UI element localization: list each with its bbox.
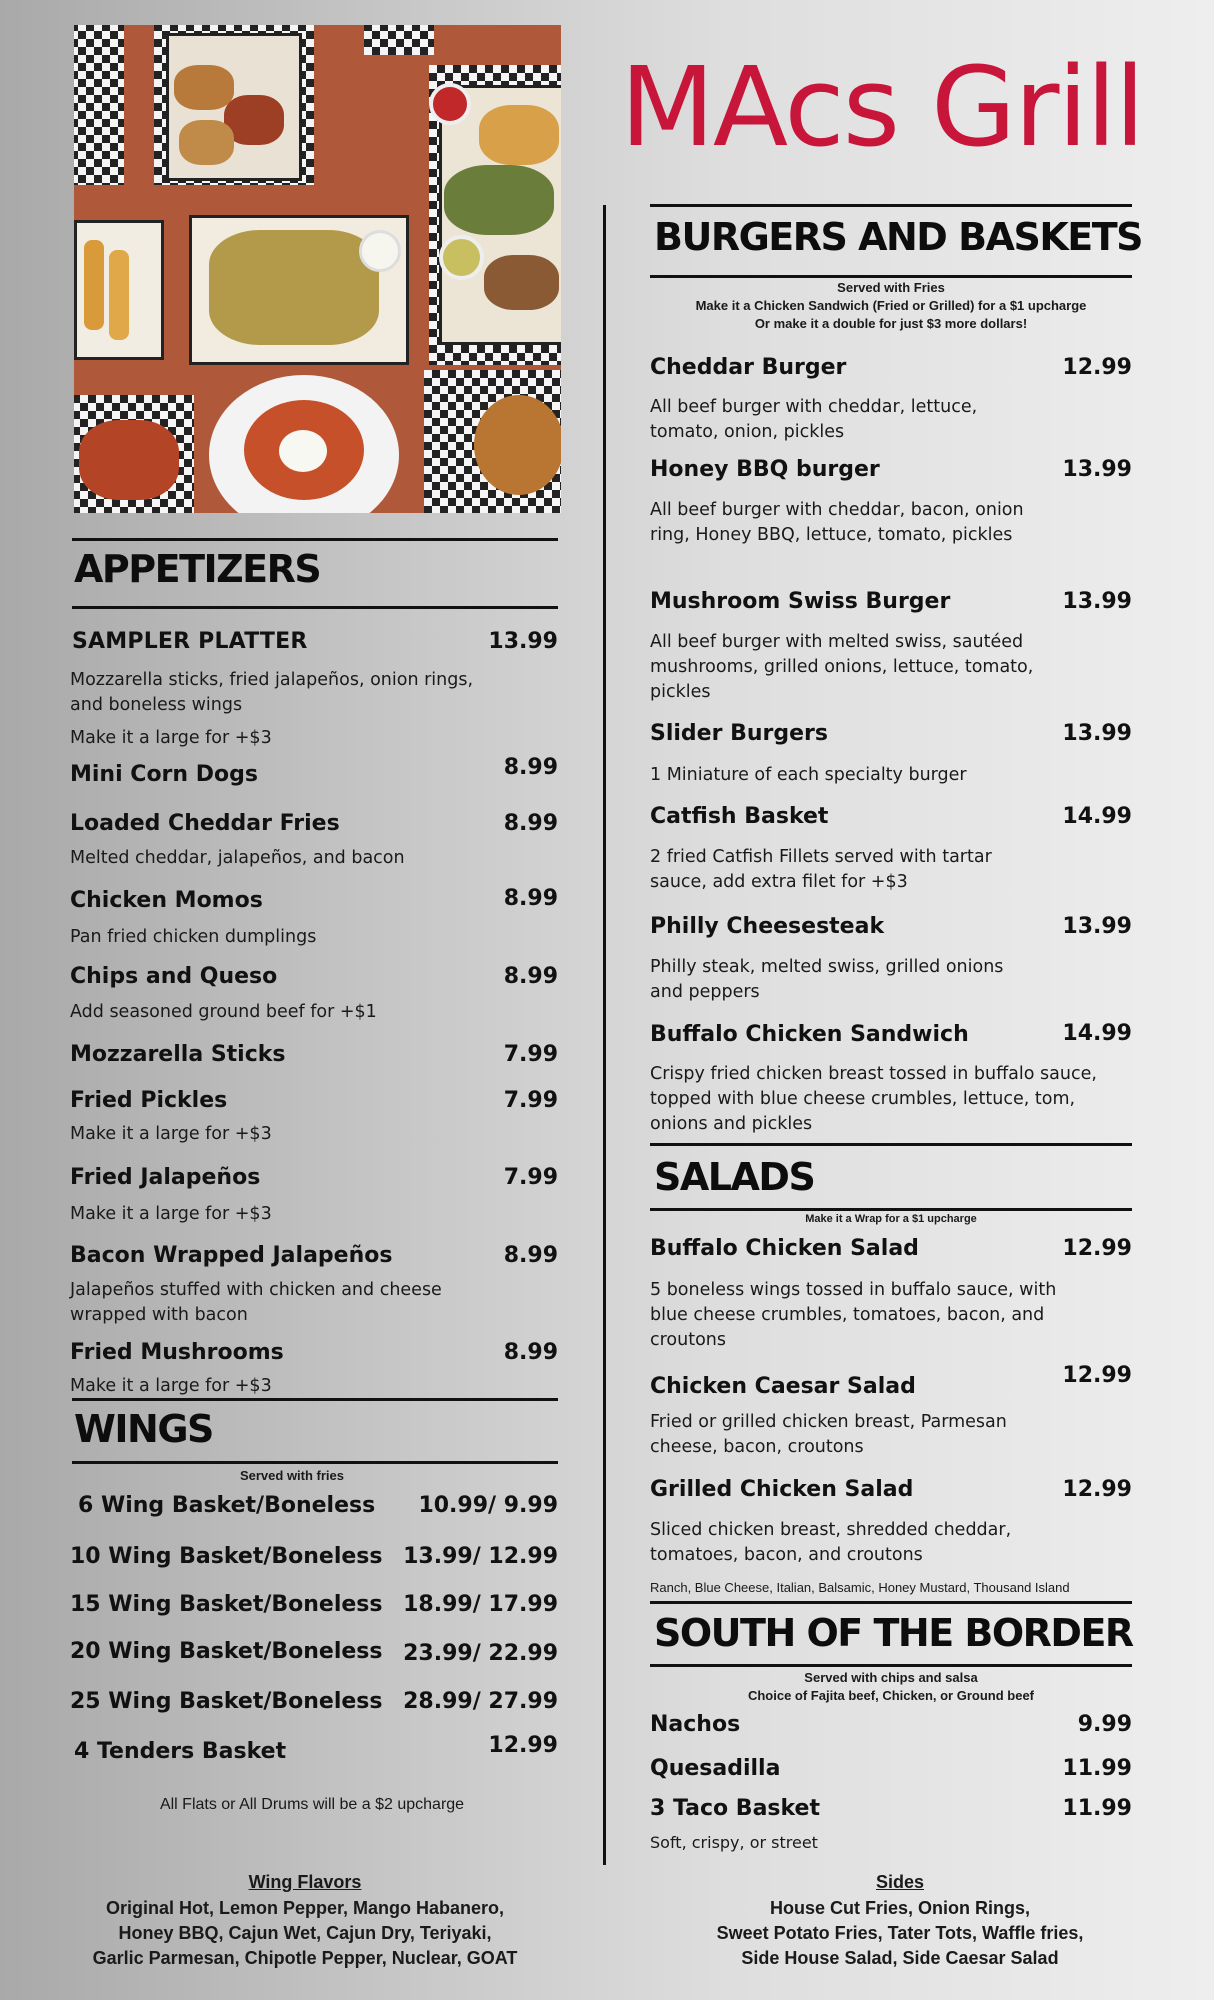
item-name: Mushroom Swiss Burger [650, 589, 951, 614]
flavors-line: Original Hot, Lemon Pepper, Mango Habanero, [105, 1898, 505, 1918]
divider [650, 204, 1132, 207]
item-name: Fried Jalapeños [70, 1165, 261, 1190]
item-name: 25 Wing Basket/Boneless [70, 1689, 383, 1714]
divider [72, 1461, 558, 1464]
item-name: Mini Corn Dogs [70, 762, 258, 787]
item-name: Fried Mushrooms [70, 1340, 284, 1365]
item-desc: Add seasoned ground beef for +$1 [70, 1002, 377, 1022]
flavors-line: Garlic Parmesan, Chipotle Pepper, Nuclear, GOAT [92, 1948, 518, 1968]
column-divider [603, 205, 606, 1865]
item-desc: Sliced chicken breast, shredded cheddar, tomatoes, bacon, and croutons [650, 1520, 1012, 1565]
item-price: 14.99 [1062, 1021, 1132, 1046]
item-price: 18.99/ 17.99 [403, 1592, 558, 1617]
item-desc: Soft, crispy, or street [650, 1833, 818, 1852]
item-price: 13.99/ 12.99 [403, 1544, 558, 1569]
item-price: 8.99 [503, 964, 558, 989]
item-desc: Make it a large for +$3 [70, 1204, 272, 1224]
appetizers-title: APPETIZERS [74, 547, 321, 591]
salads-note: Make it a Wrap for a $1 upcharge [805, 1213, 977, 1225]
burgers-note: Make it a Chicken Sandwich (Fried or Grilled) for a $1 upcharge [695, 298, 1087, 313]
flavors-list [55, 1896, 555, 1971]
item-desc: Pan fried chicken dumplings [70, 927, 317, 947]
item-price: 9.99 [1077, 1712, 1132, 1737]
item-name: Cheddar Burger [650, 355, 847, 380]
item-desc: 2 fried Catfish Fillets served with tartar sauce, add extra filet for +$3 [650, 847, 992, 892]
item-name: Philly Cheesesteak [650, 914, 885, 939]
item-price: 8.99 [503, 1340, 558, 1365]
item-price: 12.99 [1062, 1477, 1132, 1502]
item-price: 13.99 [1062, 721, 1132, 746]
item-price: 8.99 [503, 886, 558, 911]
divider [650, 1664, 1132, 1667]
item-name: Chips and Queso [70, 964, 278, 989]
sides-title: Sides [875, 1872, 925, 1892]
item-desc: Melted cheddar, jalapeños, and bacon [70, 848, 405, 868]
item-price: 8.99 [503, 1243, 558, 1268]
item-name: Grilled Chicken Salad [650, 1477, 914, 1502]
item-price: 13.99 [488, 629, 558, 654]
item-price: 10.99/ 9.99 [418, 1493, 558, 1518]
sides-line: Side House Salad, Side Caesar Salad [741, 1948, 1059, 1968]
item-price: 13.99 [1062, 914, 1132, 939]
item-price: 11.99 [1062, 1796, 1132, 1821]
item-price: 7.99 [503, 1088, 558, 1113]
item-desc: Fried or grilled chicken breast, Parmesan cheese, bacon, croutons [650, 1412, 1007, 1457]
sides-list [650, 1896, 1150, 1971]
salads-title: SALADS [654, 1155, 815, 1199]
item-price: 12.99 [1062, 1363, 1132, 1388]
item-name: 3 Taco Basket [650, 1796, 820, 1821]
brand-logo: MAcs Grill [620, 43, 1144, 171]
item-name: 6 Wing Basket/Boneless [78, 1493, 376, 1518]
south-note: Choice of Fajita beef, Chicken, or Ground beef [747, 1688, 1035, 1703]
item-desc: 5 boneless wings tossed in buffalo sauce, with blue cheese crumbles, tomatoes, bacon, and croutons [650, 1280, 1057, 1350]
item-price: 11.99 [1062, 1756, 1132, 1781]
item-name: SAMPLER PLATTER [72, 629, 308, 654]
item-desc: Philly steak, melted swiss, grilled onions and peppers [650, 957, 1004, 1002]
item-name: Honey BBQ burger [650, 457, 880, 482]
south-notes [650, 1669, 1132, 1705]
item-price: 14.99 [1062, 804, 1132, 829]
item-price: 8.99 [503, 755, 558, 780]
burgers-note: Served with Fries [837, 280, 945, 295]
divider [650, 1601, 1132, 1604]
item-desc: Jalapeños stuffed with chicken and cheese wrapped with bacon [70, 1280, 442, 1325]
item-price: 28.99/ 27.99 [403, 1689, 558, 1714]
divider [72, 606, 558, 609]
divider [72, 1398, 558, 1401]
divider [650, 1143, 1132, 1146]
item-name: 20 Wing Basket/Boneless [70, 1639, 383, 1664]
item-name: Mozzarella Sticks [70, 1042, 286, 1067]
dressing-list: Ranch, Blue Cheese, Italian, Balsamic, Honey Mustard, Thousand Island [650, 1580, 1070, 1595]
item-name: 15 Wing Basket/Boneless [70, 1592, 383, 1617]
burgers-notes [650, 279, 1132, 333]
item-name: 4 Tenders Basket [74, 1739, 287, 1764]
wings-subtitle: Served with fries [239, 1468, 345, 1483]
item-price: 8.99 [503, 811, 558, 836]
sides-line: House Cut Fries, Onion Rings, [769, 1898, 1030, 1918]
item-desc: 1 Miniature of each specialty burger [650, 765, 967, 785]
divider [650, 1208, 1132, 1211]
divider [72, 538, 558, 541]
burgers-note: Or make it a double for just $3 more dollars! [754, 316, 1028, 331]
wings-footnote: All Flats or All Drums will be a $2 upcharge [159, 1796, 465, 1813]
item-desc: All beef burger with cheddar, lettuce, tomato, onion, pickles [650, 397, 978, 442]
item-price: 7.99 [503, 1165, 558, 1190]
item-name: Loaded Cheddar Fries [70, 811, 340, 836]
item-name: 10 Wing Basket/Boneless [70, 1544, 383, 1569]
item-desc: All beef burger with melted swiss, sautéed mushrooms, grilled onions, lettuce, tomato, pickles [650, 632, 1034, 702]
item-name: Nachos [650, 1712, 741, 1737]
flavors-line: Honey BBQ, Cajun Wet, Cajun Dry, Teriyaki, [118, 1923, 492, 1943]
food-photo [74, 25, 561, 513]
item-price: 12.99 [1062, 355, 1132, 380]
item-price: 12.99 [1062, 1236, 1132, 1261]
wings-title: WINGS [74, 1407, 213, 1451]
item-desc: Make it a large for +$3 [70, 1124, 272, 1144]
item-name: Bacon Wrapped Jalapeños [70, 1243, 393, 1268]
item-name: Buffalo Chicken Sandwich [650, 1022, 969, 1047]
item-price: 13.99 [1062, 589, 1132, 614]
sides-line: Sweet Potato Fries, Tater Tots, Waffle fries, [716, 1923, 1084, 1943]
item-note: Make it a large for +$3 [70, 728, 272, 748]
south-title: SOUTH OF THE BORDER [654, 1611, 1133, 1655]
divider [650, 275, 1132, 278]
item-name: Catfish Basket [650, 804, 829, 829]
item-desc: All beef burger with cheddar, bacon, onion ring, Honey BBQ, lettuce, tomato, pickles [650, 500, 1024, 545]
south-note: Served with chips and salsa [804, 1670, 978, 1685]
flavors-title: Wing Flavors [248, 1872, 362, 1892]
burgers-title: BURGERS AND BASKETS [654, 215, 1143, 259]
item-name: Slider Burgers [650, 721, 828, 746]
item-price: 7.99 [503, 1042, 558, 1067]
item-name: Fried Pickles [70, 1088, 228, 1113]
item-name: Quesadilla [650, 1756, 781, 1781]
item-desc: Crispy fried chicken breast tossed in buffalo sauce, topped with blue cheese crumbles, lettuce, tom, onions and pickles [650, 1064, 1097, 1134]
item-name: Chicken Caesar Salad [650, 1374, 916, 1399]
item-desc: Mozzarella sticks, fried jalapeños, onion rings, and boneless wings [70, 670, 474, 715]
item-price: 13.99 [1062, 457, 1132, 482]
item-desc: Make it a large for +$3 [70, 1376, 272, 1396]
item-price: 12.99 [488, 1733, 558, 1758]
item-name: Buffalo Chicken Salad [650, 1236, 919, 1261]
item-price: 23.99/ 22.99 [403, 1641, 558, 1666]
item-name: Chicken Momos [70, 888, 263, 913]
